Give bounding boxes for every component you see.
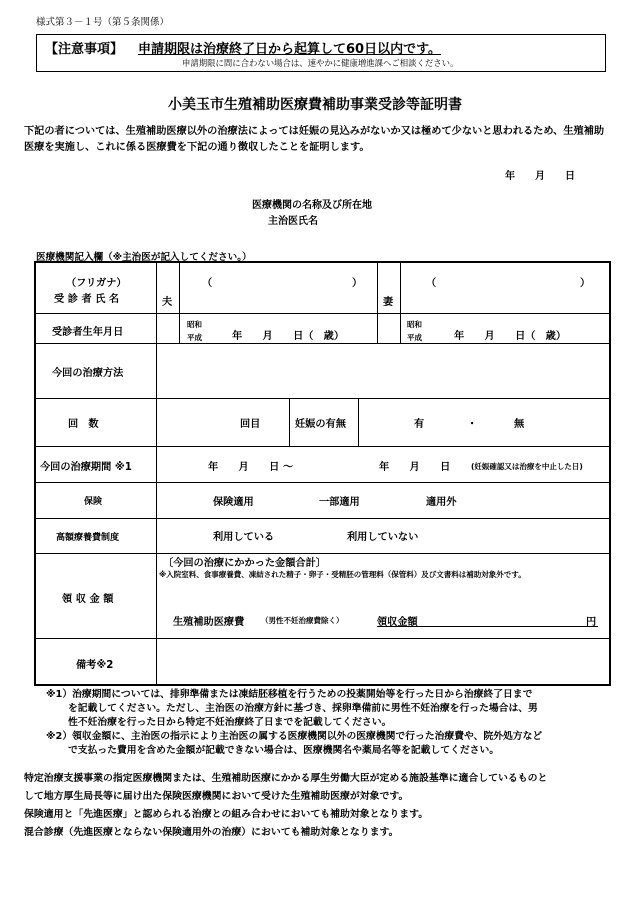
- husband-era-heisei: 平成: [187, 333, 202, 342]
- note-1-line-2: を記載してください。ただし、主治医の治療方針に基づき、採卵準備前に男性不妊治療を行った場合は、男: [68, 703, 538, 714]
- note-1-line-3: 性不妊治療を行った日から特定不妊治療終了日までを記載してください。: [68, 717, 392, 728]
- note-2-line-1: ※2）領収金額に、主治医の指示により主治医の属する医療機関以外の医療機関で行った治療費や、院外処方など: [46, 731, 543, 742]
- section-label: 医療機関記入欄（※主治医が記入してください。）: [36, 252, 252, 263]
- husband-era-showa: 昭和: [187, 320, 202, 329]
- footer-line-3: 保険適用と「先進医療」と認められる治療との組み合わせにおいても補助対象となります。: [24, 809, 429, 820]
- wife-furigana-open: （: [426, 278, 437, 289]
- pregnancy-yes: 有: [414, 419, 425, 430]
- birthdate-label: 受診者生年月日: [52, 327, 124, 338]
- notice-subtext: 申請期限に間に合わない場合は、速やかに健康増進課へご相談ください。: [182, 58, 459, 68]
- wife-label: 妻: [383, 297, 394, 308]
- notice-deadline: 申請期限は治療終了日から起算して60日以内です。: [138, 42, 442, 57]
- insurance-option-partial: 一部適用: [319, 497, 360, 508]
- treatment-method-label: 今回の治療方法: [52, 368, 124, 379]
- period-from: 年 月 日 ～: [208, 462, 294, 473]
- amount-item-note: （男性不妊治療費除く）: [261, 616, 344, 625]
- period-note: (妊娠確認又は治療を中止した日): [471, 462, 583, 471]
- pregnancy-separator: ・: [467, 419, 478, 430]
- treatment-period-label: 今回の治療期間 ※1: [40, 462, 132, 473]
- high-cost-using: 利用している: [213, 532, 275, 543]
- doctor-name-label: 主治医氏名: [268, 216, 318, 227]
- footer-line-1: 特定治療支援事業の指定医療機関または、生殖補助医療にかかる厚生労働大臣が定める施設基準に適合しているものと: [24, 773, 548, 784]
- amount-heading: 〔今回の治療にかかった金額合計〕: [163, 558, 326, 569]
- husband-furigana-open: （: [202, 278, 213, 289]
- insurance-option-covered: 保険適用: [213, 497, 254, 508]
- insurance-option-none: 適用外: [426, 497, 457, 508]
- high-cost-not-using: 利用していない: [347, 532, 419, 543]
- note-2-line-2: で支払った費用を含めた金額が記載できない場合は、医療機関名や薬局名等を記載してください。: [68, 745, 500, 756]
- wife-furigana-close: ）: [580, 278, 591, 289]
- notice-box: [36, 34, 606, 72]
- husband-birth-fields: 年 月 日（ 歳）: [232, 331, 345, 342]
- amount-exclusion-note: ※入院室料、食事療養費、凍結された精子・卵子・受精胚の管理料（保管料）及び文書料は補助対象外です。: [159, 570, 526, 579]
- certification-date: 年 月 日: [505, 171, 575, 182]
- institution-name-address: 医療機関の名称及び所在地: [252, 200, 372, 211]
- husband-furigana-close: ）: [352, 278, 363, 289]
- yen-unit: 円: [586, 617, 597, 628]
- insurance-label: 保険: [84, 497, 103, 507]
- intro-text: 下記の者については、生殖補助医療以外の治療法によっては妊娠の見込みがないか又は極めて少ないと思われるため、生殖補助医療を実施し、これに係る医療費を下記の通り徴収したことを証明します。: [24, 126, 605, 153]
- pregnancy-no: 無: [514, 419, 525, 430]
- footer-line-2: して地方厚生局長等に届け出た保険医療機関において受けた生殖補助医療が対象です。: [24, 791, 409, 802]
- note-1-line-1: ※1）治療期間については、排卵準備または凍結胚移植を行うための投薬開始等を行った日から治療終了日まで: [46, 689, 533, 700]
- times-unit: 回目: [240, 419, 261, 430]
- pregnancy-label: 妊娠の有無: [295, 419, 346, 430]
- footer-notes: [24, 770, 614, 842]
- footer-line-4: 混合診療（先進医療とならない保険適用外の治療）においても補助対象となります。: [24, 827, 399, 838]
- wife-era-showa: 昭和: [407, 320, 422, 329]
- count-label: 回 数: [68, 419, 99, 430]
- document-title: 小美玉市生殖補助医療費補助事業受診等証明書: [168, 97, 462, 113]
- patient-name-label: 受 診 者 氏 名: [54, 294, 120, 305]
- amount-label: 領 収 金 額: [62, 594, 114, 605]
- receipt-amount-label: 領収金額: [377, 617, 418, 628]
- wife-birth-fields: 年 月 日（ 歳）: [454, 331, 567, 342]
- husband-label: 夫: [162, 297, 173, 308]
- certificate-form: [34, 261, 611, 686]
- period-to: 年 月 日: [379, 462, 451, 473]
- amount-item-label: 生殖補助医療費: [173, 617, 245, 628]
- form-number: 様式第３－１号（第５条関係）: [36, 17, 170, 28]
- notice-heading: 【注意事項】: [45, 42, 124, 57]
- high-cost-label: 高額療養費制度: [56, 533, 120, 543]
- wife-era-heisei: 平成: [407, 333, 422, 342]
- remarks-label: 備考※2: [76, 660, 114, 671]
- furigana-label: （フリガナ）: [66, 278, 127, 289]
